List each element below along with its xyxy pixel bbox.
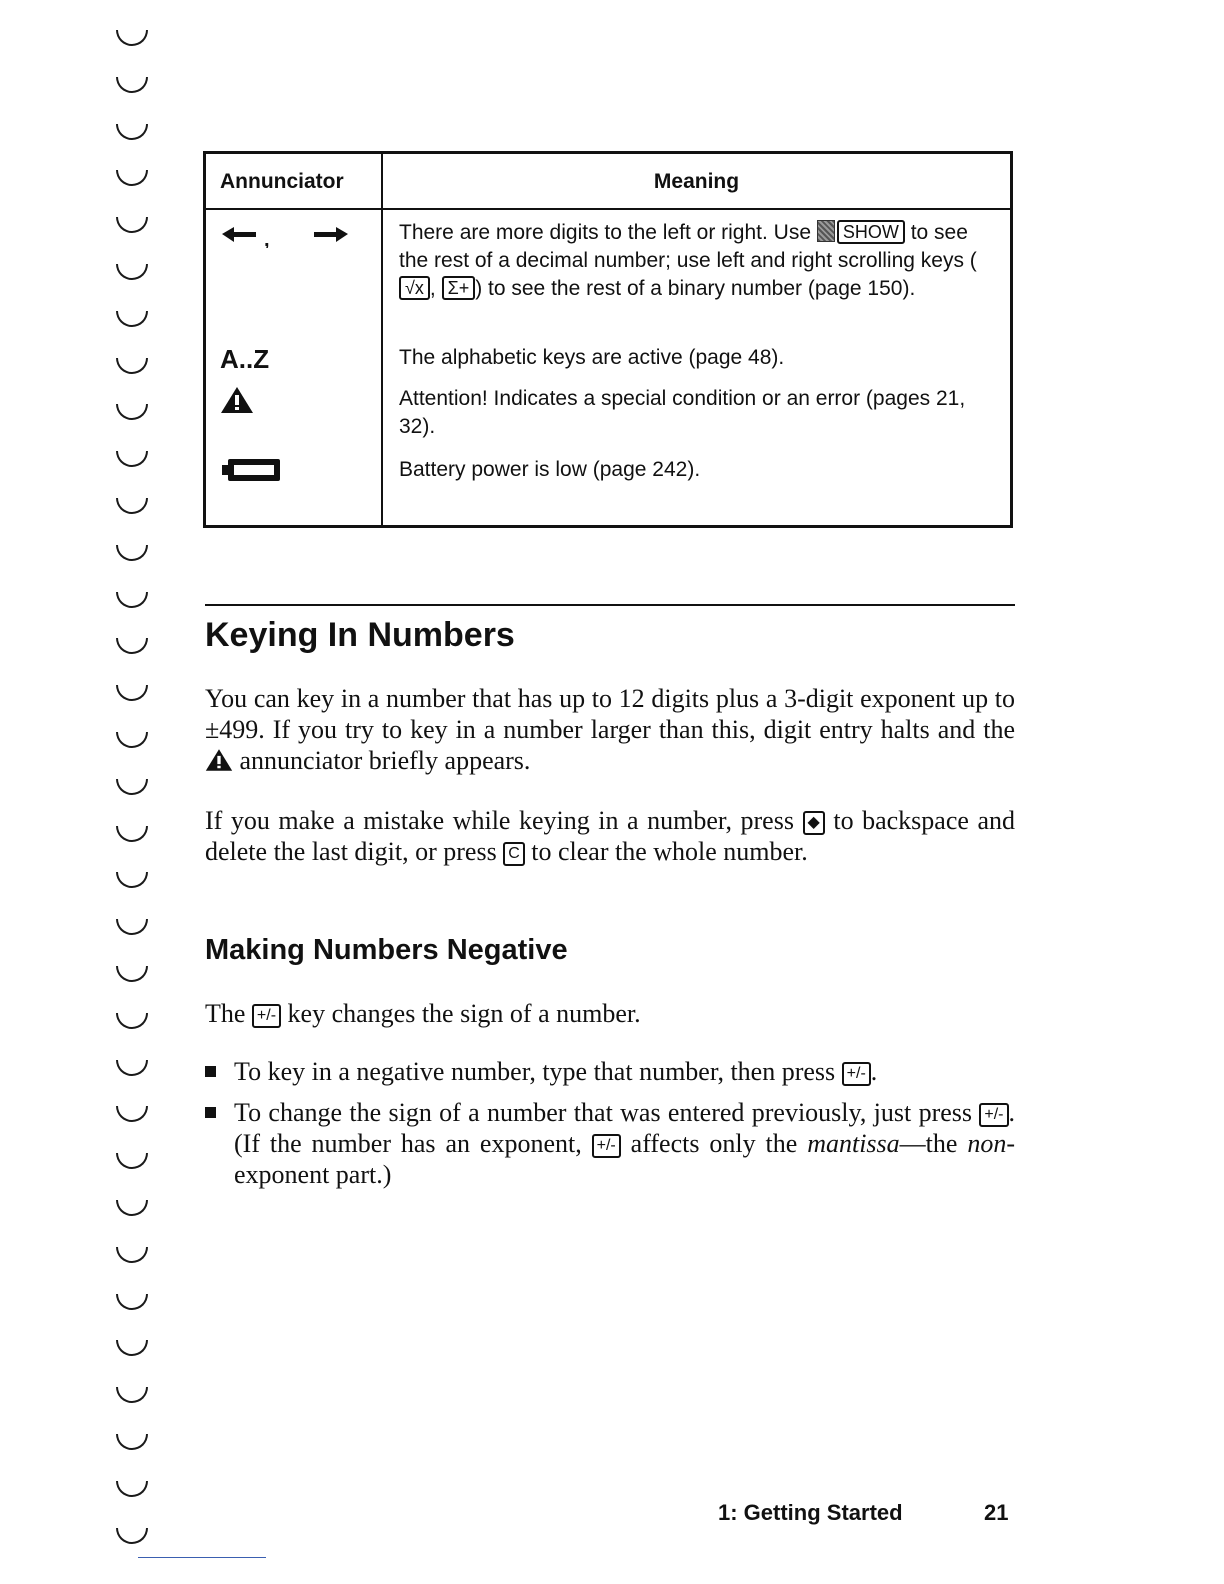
- binding-ring: [116, 685, 148, 701]
- attention-warning-icon: [220, 386, 254, 414]
- binding-ring: [116, 919, 148, 935]
- binding-ring: [116, 77, 148, 93]
- binding-ring: [116, 1106, 148, 1122]
- binding-ring: [116, 1340, 148, 1356]
- binding-ring: [116, 1528, 148, 1544]
- binding-ring: [116, 1153, 148, 1169]
- binding-ring: [116, 311, 148, 327]
- change-sign-key: +/-: [252, 1004, 281, 1028]
- binding-ring: [116, 170, 148, 186]
- binding-ring: [116, 217, 148, 233]
- binding-ring: [116, 498, 148, 514]
- change-sign-key: +/-: [592, 1134, 621, 1158]
- binding-ring: [116, 638, 148, 654]
- left-right-arrows-icon: [220, 222, 350, 248]
- binding-ring: [116, 545, 148, 561]
- spiral-binding: [116, 30, 156, 1570]
- binding-ring: [116, 30, 148, 46]
- row-attention-meaning: Attention! Indicates a special condition or an error (pages 21, 32).: [399, 387, 966, 438]
- binding-ring: [116, 779, 148, 795]
- binding-ring: [116, 966, 148, 982]
- shift-key-icon: [817, 220, 835, 242]
- binding-ring: [116, 1434, 148, 1450]
- binding-ring: [116, 1247, 148, 1263]
- page-number: 21: [984, 1500, 1009, 1525]
- binding-ring: [116, 732, 148, 748]
- sqrt-key: √x: [399, 276, 430, 300]
- attention-warning-icon: [205, 748, 233, 772]
- bullet-change-sign: To change the sign of a number that was entered previously, just press +/- . (If the number has an exponent, +/- affects only the mantissa—the non-exponent part.): [205, 1097, 1015, 1190]
- paragraph-digits-limit: You can key in a number that has up to 12 digits plus a 3-digit exponent up to ±499. If you try to key in a number larger than this, digit entry halts and the annunciator briefly appears.: [205, 684, 1015, 775]
- section-title: Keying In Numbers: [205, 616, 515, 654]
- row-alpha-meaning: The alphabetic keys are active (page 48).: [399, 346, 785, 369]
- paragraph-mistake: If you make a mistake while keying in a number, press ◆ to backspace and delete the last digit, or press C to clear the whole number.: [205, 806, 1015, 866]
- binding-ring: [116, 1200, 148, 1216]
- binding-ring: [116, 826, 148, 842]
- sigma-plus-key: Σ+: [442, 276, 476, 300]
- footer-chapter: 1: Getting Started: [718, 1500, 903, 1525]
- binding-ring: [116, 451, 148, 467]
- binding-ring: [116, 264, 148, 280]
- table-header-divider: [206, 208, 1010, 210]
- binding-ring: [116, 124, 148, 140]
- row-battery-meaning: Battery power is low (page 242).: [399, 458, 701, 481]
- svg-text:,: ,: [264, 229, 270, 248]
- annunciator-table: [203, 151, 1013, 528]
- binding-ring: [116, 358, 148, 374]
- battery-low-icon: [220, 457, 282, 483]
- binding-ring: [116, 872, 148, 888]
- alpha-annunciator: A..Z: [220, 344, 270, 374]
- binding-ring: [116, 404, 148, 420]
- binding-ring: [116, 592, 148, 608]
- section-rule: [205, 604, 1015, 606]
- binding-ring: [116, 1013, 148, 1029]
- bullet-negative-number: To key in a negative number, type that number, then press +/- .: [205, 1056, 1015, 1087]
- binding-ring: [116, 1060, 148, 1076]
- paragraph-sign-key: The +/- key changes the sign of a number.: [205, 999, 641, 1028]
- header-annunciator: Annunciator: [220, 170, 344, 193]
- binding-ring: [116, 1294, 148, 1310]
- subsection-title: Making Numbers Negative: [205, 934, 568, 966]
- binding-ring: [116, 1481, 148, 1497]
- bullet-dot: [205, 1066, 216, 1077]
- clear-key: C: [503, 842, 525, 866]
- row-arrows-meaning: There are more digits to the left or right. Use SHOW to see the rest of a decimal number; use left and right scrolling keys (√x , Σ+ ) to see the rest of a binary number (page 150).: [399, 221, 977, 300]
- binding-ring: [116, 1387, 148, 1403]
- backspace-key: ◆: [803, 811, 825, 835]
- change-sign-key: +/-: [842, 1062, 871, 1086]
- bullet-dot: [205, 1107, 216, 1118]
- binding-edge-line: [138, 1557, 266, 1558]
- show-key: SHOW: [837, 220, 905, 244]
- header-meaning: Meaning: [653, 170, 740, 193]
- change-sign-key: +/-: [979, 1103, 1008, 1127]
